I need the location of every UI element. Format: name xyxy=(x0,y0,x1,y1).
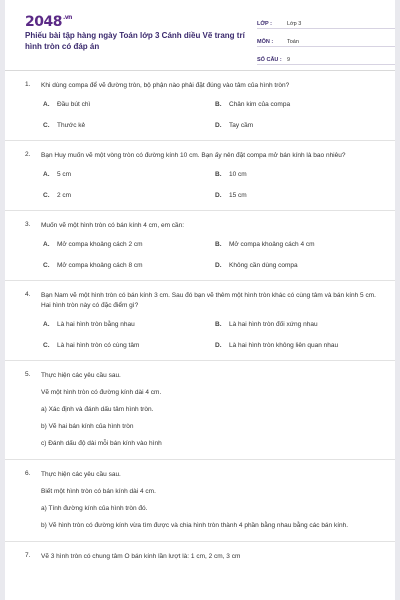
option-letter: D. xyxy=(215,192,222,199)
meta-label: SỐ CÂU : xyxy=(257,57,282,63)
question-text: Bạn Huy muốn vẽ một vòng tròn có đường kính 10 cm. Bạn ấy nên đặt compa mở bán kính là bao nhiêu? xyxy=(41,152,346,159)
question-6 xyxy=(25,470,381,531)
question-text: Bạn Nam vẽ một hình tròn có bán kính 3 cm. Sau đó bạn vẽ thêm một hình tròn khác có cùng tâm và bán kính 5 cm. Hai hình tròn này có đặc điểm gì? xyxy=(41,292,376,309)
option-text: Mở compa khoảng cách 2 cm xyxy=(57,241,143,248)
option-letter: A. xyxy=(43,101,50,108)
question-number: 7. xyxy=(25,552,31,559)
option-a[interactable] xyxy=(41,100,213,109)
question-text: Muốn vẽ một hình tròn có bán kính 4 cm, em cần: xyxy=(41,222,185,229)
option-letter: C. xyxy=(43,262,50,269)
option-text: Mở compa khoảng cách 8 cm xyxy=(57,262,143,269)
question-divider xyxy=(5,360,395,361)
worksheet-page xyxy=(5,0,395,600)
question-divider xyxy=(5,541,395,542)
question-2 xyxy=(25,151,381,200)
meta-value: 9 xyxy=(287,57,291,63)
question-number: 1. xyxy=(25,81,31,88)
option-text: Đầu bút chì xyxy=(57,101,91,108)
option-text: Là hai hình tròn không liên quan nhau xyxy=(229,342,339,349)
answer-options xyxy=(41,170,381,200)
question-text: Vẽ 3 hình tròn có chung tâm O bán kính lần lượt là: 1 cm, 2 cm, 3 cm xyxy=(41,553,241,560)
logo-text: 2048 xyxy=(25,14,62,30)
option-text: Chân kim của compa xyxy=(229,101,291,108)
question-1 xyxy=(25,81,381,130)
option-letter: B. xyxy=(215,321,222,328)
option-text: Mở compa khoảng cách 4 cm xyxy=(229,241,315,248)
question-text: Thực hiện các yêu cầu sau. xyxy=(41,372,121,379)
option-a[interactable] xyxy=(41,240,213,249)
question-divider xyxy=(5,459,395,460)
sub-item: a) Xác định và đánh dấu tâm hình tròn. xyxy=(41,406,154,413)
option-text: Thước kẻ xyxy=(57,122,86,129)
option-letter: C. xyxy=(43,122,50,129)
sub-item: Vẽ một hình tròn có đường kính dài 4 cm. xyxy=(41,389,162,396)
question-7 xyxy=(25,552,381,562)
sub-item: Biết một hình tròn có bán kính dài 4 cm. xyxy=(41,488,156,495)
question-divider xyxy=(5,280,395,281)
option-a[interactable] xyxy=(41,170,213,179)
sub-item: a) Tính đường kính của hình tròn đó. xyxy=(41,505,148,512)
answer-options xyxy=(41,320,381,350)
option-d[interactable] xyxy=(213,261,385,270)
option-letter: A. xyxy=(43,321,50,328)
option-c[interactable] xyxy=(41,121,213,130)
question-4 xyxy=(25,291,381,350)
question-number: 6. xyxy=(25,470,31,477)
worksheet-meta xyxy=(257,14,395,68)
option-a[interactable] xyxy=(41,320,213,329)
option-text: Tay cầm xyxy=(229,122,254,129)
option-b[interactable] xyxy=(213,240,385,249)
question-divider xyxy=(5,140,395,141)
option-d[interactable] xyxy=(213,341,385,350)
logo-suffix: .vn xyxy=(62,14,72,21)
option-letter: B. xyxy=(215,101,222,108)
question-text: Khi dùng compa để vẽ đường tròn, bộ phận nào phải đặt đúng vào tâm của hình tròn? xyxy=(41,82,290,89)
worksheet-header xyxy=(25,0,381,64)
option-b[interactable] xyxy=(213,170,385,179)
question-number: 2. xyxy=(25,151,31,158)
meta-value: Lớp 3 xyxy=(287,21,302,27)
option-text: 2 cm xyxy=(57,192,72,199)
worksheet-title: Phiếu bài tập hàng ngày Toán lớp 3 Cánh diều Vẽ trang trí hình tròn có đáp án xyxy=(25,31,245,51)
sub-item: b) Vẽ hình tròn có đường kính vừa tìm được và chia hình tròn thành 4 phần bằng nhau bằng các bán kính. xyxy=(41,522,349,529)
option-c[interactable] xyxy=(41,191,213,200)
option-letter: D. xyxy=(215,342,222,349)
option-text: Là hai hình tròn bằng nhau xyxy=(57,321,135,328)
option-c[interactable] xyxy=(41,341,213,350)
option-letter: B. xyxy=(215,171,222,178)
option-letter: D. xyxy=(215,262,222,269)
meta-label: MÔN : xyxy=(257,39,274,45)
question-3 xyxy=(25,221,381,270)
meta-label: LỚP : xyxy=(257,21,272,27)
option-text: 15 cm xyxy=(229,192,247,199)
question-number: 4. xyxy=(25,291,31,298)
option-c[interactable] xyxy=(41,261,213,270)
header-divider xyxy=(5,70,395,71)
option-letter: C. xyxy=(43,192,50,199)
meta-value: Toán xyxy=(287,39,299,45)
option-text: Không cần dùng compa xyxy=(229,262,298,269)
option-text: Là hai hình tròn đối xứng nhau xyxy=(229,321,318,328)
sub-item: c) Đánh dấu độ dài mỗi bán kính vào hình xyxy=(41,440,162,447)
option-d[interactable] xyxy=(213,121,385,130)
sub-item: b) Vẽ hai bán kính của hình tròn xyxy=(41,423,134,430)
question-text: Thực hiện các yêu cầu sau. xyxy=(41,471,121,478)
option-letter: B. xyxy=(215,241,222,248)
question-5 xyxy=(25,371,381,449)
meta-row-count xyxy=(257,50,395,65)
option-b[interactable] xyxy=(213,100,385,109)
option-text: 10 cm xyxy=(229,171,247,178)
option-letter: D. xyxy=(215,122,222,129)
option-letter: C. xyxy=(43,342,50,349)
meta-row-subject xyxy=(257,32,395,47)
question-divider xyxy=(5,210,395,211)
site-logo[interactable] xyxy=(25,14,72,30)
question-number: 5. xyxy=(25,371,31,378)
option-d[interactable] xyxy=(213,191,385,200)
answer-options xyxy=(41,100,381,130)
option-b[interactable] xyxy=(213,320,385,329)
question-number: 3. xyxy=(25,221,31,228)
option-text: Là hai hình tròn có cùng tâm xyxy=(57,342,140,349)
option-text: 5 cm xyxy=(57,171,72,178)
option-letter: A. xyxy=(43,171,50,178)
option-letter: A. xyxy=(43,241,50,248)
answer-options xyxy=(41,240,381,270)
meta-row-class xyxy=(257,14,395,29)
